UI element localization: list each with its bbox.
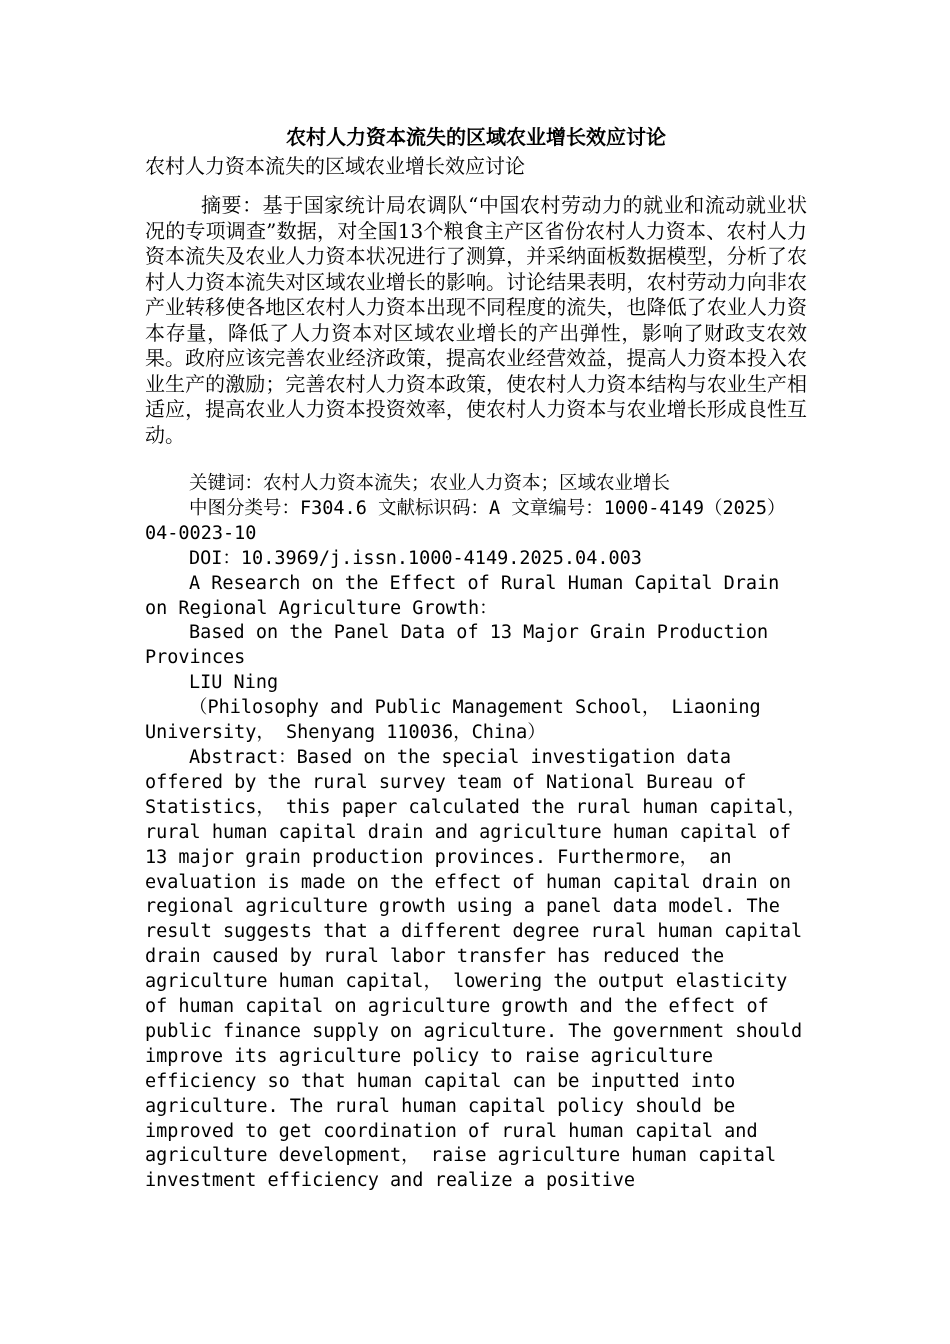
english-title-line2: Based on the Panel Data of 13 Major Grain Production Provinces [145, 622, 769, 669]
classification-line: 中图分类号：F304.6 文献标识码：A 文章编号：1000-4149（2025）04-0023-10 [145, 497, 786, 544]
english-title-line1: A Research on the Effect of Rural Human Capital Drain on Regional Agriculture Growth： [145, 572, 780, 619]
doi-line: DOI：10.3969/j.issn.1000-4149.2025.04.003 [189, 547, 642, 569]
document-title: 农村人力资本流失的区域农业增长效应讨论 [286, 125, 666, 149]
document-page [145, 122, 807, 1194]
author-affiliation: （Philosophy and Public Management School， Liaoning University， Shenyang 110036，China） [145, 697, 761, 744]
chinese-abstract: 摘要：基于国家统计局农调队“中国农村劳动力的就业和流动就业状况的专项调查”数据，对全国13个粮食主产区省份农村人力资本、农村人力资本流失及农业人力资本状况进行了测算，并采纳面板数据模型，分析了农村人力资本流失对区域农业增长的影响。讨论结果表明，农村劳动力向非农产业转移使各地区农村人力资本出现不同程度的流失，也降低了农业人力资本存量，降低了人力资本对区域农业增长的产出弹性，影响了财政支农效果。政府应该完善农业经济政策，提高农业经营效益，提高人力资本投入农业生产的激励；完善农村人力资本政策，使农村人力资本结构与农业生产相适应，提高农业人力资本投资效率，使农村人力资本与农业增长形成良性互动。 [145, 193, 807, 447]
english-abstract: Abstract：Based on the special investigation data offered by the rural survey team of National Bureau of Statistics， this paper calculated the rural human capital， rural human capital drain and agriculture human capital of 13 major grain production provinces. Furthermore， an evaluation is made on the effect of human capital drain on regional agriculture growth using a panel data model. The result suggests that a different degree rural human capital drain caused by rural labor transfer has reduced the agriculture human capital， lowering the output elasticity of human capital on agriculture growth and the effect of public finance supply on agriculture. The government should improve its agriculture policy to raise agriculture efficiency so that human capital can be inputted into agriculture. The rural human capital policy should be improved to get coordination of rural human capital and agriculture development， raise agriculture human capital investment efficiency and realize a positive [145, 746, 806, 1192]
chinese-keywords: 关键词：农村人力资本流失；农业人力资本；区域农业增长 [189, 473, 671, 494]
author-name: LIU Ning [189, 672, 279, 694]
document-subtitle: 农村人力资本流失的区域农业增长效应讨论 [145, 154, 525, 178]
